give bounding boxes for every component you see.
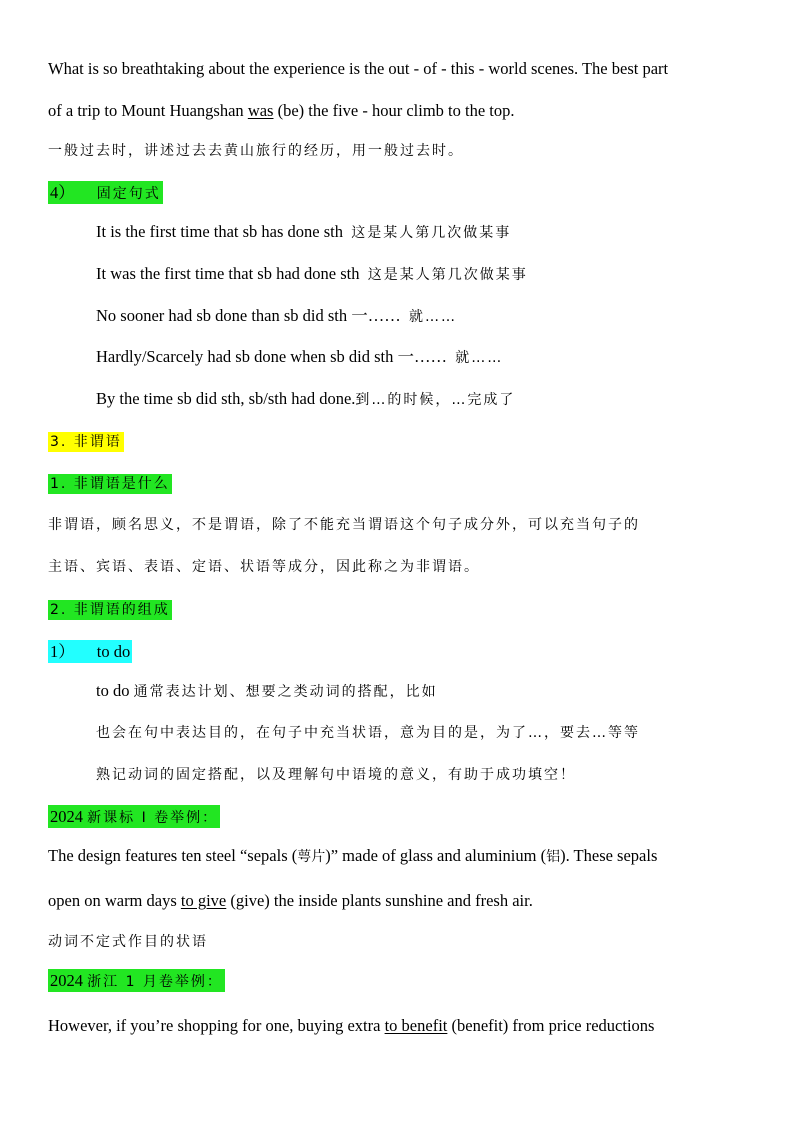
pattern-cn: 就…… <box>409 309 458 325</box>
text: open on warm days <box>48 891 181 910</box>
text: of a trip to Mount Huangshan <box>48 101 248 120</box>
text: However, if you’re shopping for one, buying extra <box>48 1016 385 1035</box>
example-year: 2024 <box>50 971 83 990</box>
text: 通常表达计划、想要之类动词的搭配，比如 <box>133 684 438 700</box>
paragraph-line <box>48 845 657 868</box>
pattern-en: No sooner had sb done than sb did sth 一…… <box>96 306 401 325</box>
text: (benefit) from price reductions <box>447 1016 655 1035</box>
pattern-cn: 到…的时候，…完成了 <box>355 392 516 408</box>
todo-heading <box>48 641 132 663</box>
sub-heading <box>48 472 172 495</box>
pattern-item <box>96 305 457 328</box>
pattern-en: It is the first time that sb has done sth <box>96 222 344 241</box>
pattern-cn: 这是某人第几次做某事 <box>351 225 512 241</box>
heading-text: 2. 非谓语的组成 <box>50 602 170 618</box>
example-year: 2024 <box>50 807 83 826</box>
text: (give) the inside plants sunshine and fresh air. <box>226 891 533 910</box>
section-heading <box>48 182 163 205</box>
sub-heading <box>48 598 172 621</box>
answer-blank: to give <box>180 891 227 910</box>
chinese-note: 动词不定式作目的状语 <box>48 934 208 950</box>
pattern-item <box>96 346 503 369</box>
section-heading <box>48 430 124 453</box>
heading-text: 3. 非谓语 <box>50 434 122 450</box>
pattern-en: By the time sb did sth, sb/sth had done. <box>96 389 356 408</box>
text: ). These sepals <box>560 846 658 865</box>
paragraph-line <box>48 58 668 80</box>
paragraph-line: 也会在句中表达目的，在句子中充当状语，意为目的是，为了…，要去…等等 <box>96 725 640 741</box>
pattern-item <box>96 221 511 244</box>
heading-text: to do <box>96 642 131 661</box>
heading-number: 4） <box>50 183 75 202</box>
paragraph-line <box>48 100 515 122</box>
pattern-en: It was the first time that sb had done sth <box>96 264 360 283</box>
text: The design features ten steel “sepals ( <box>48 846 298 865</box>
text: 萼片 <box>297 849 326 865</box>
chinese-note: 一般过去时，讲述过去去黄山旅行的经历，用一般过去时。 <box>48 143 464 159</box>
text: What is so breathtaking about the experience is the out - of - this - world scenes. The best part <box>48 59 669 78</box>
pattern-cn: 这是某人第几次做某事 <box>367 267 528 283</box>
paragraph-line <box>96 680 438 703</box>
heading-text: 固定句式 <box>96 186 161 202</box>
text: (be) the five - hour climb to the top. <box>273 101 515 120</box>
answer-blank: was <box>247 101 274 120</box>
text: )” made of glass and aluminium ( <box>325 846 547 865</box>
paragraph-line <box>48 1015 654 1037</box>
example-source: 新课标 Ⅰ 卷举例： <box>87 810 219 826</box>
text: to do <box>96 681 134 700</box>
answer-blank: to benefit <box>384 1016 448 1035</box>
example-source: 浙江 1 月卷举例： <box>87 974 223 990</box>
paragraph-line: 主语、宾语、表语、定语、状语等成分，因此称之为非谓语。 <box>48 559 480 575</box>
example-label <box>48 806 220 829</box>
heading-text: 1. 非谓语是什么 <box>50 476 170 492</box>
pattern-item <box>96 388 515 411</box>
heading-number: 1） <box>50 642 75 661</box>
text: 铝 <box>546 849 561 865</box>
example-label <box>48 970 225 993</box>
pattern-en: Hardly/Scarcely had sb done when sb did sth 一…… <box>96 347 448 366</box>
paragraph-line: 熟记动词的固定搭配，以及理解句中语境的意义，有助于成功填空！ <box>96 767 576 783</box>
pattern-cn: 就…… <box>455 350 504 366</box>
paragraph-line: 非谓语，顾名思义，不是谓语，除了不能充当谓语这个句子成分外，可以充当句子的 <box>48 517 640 533</box>
paragraph-line <box>48 890 533 912</box>
pattern-item <box>96 263 528 286</box>
